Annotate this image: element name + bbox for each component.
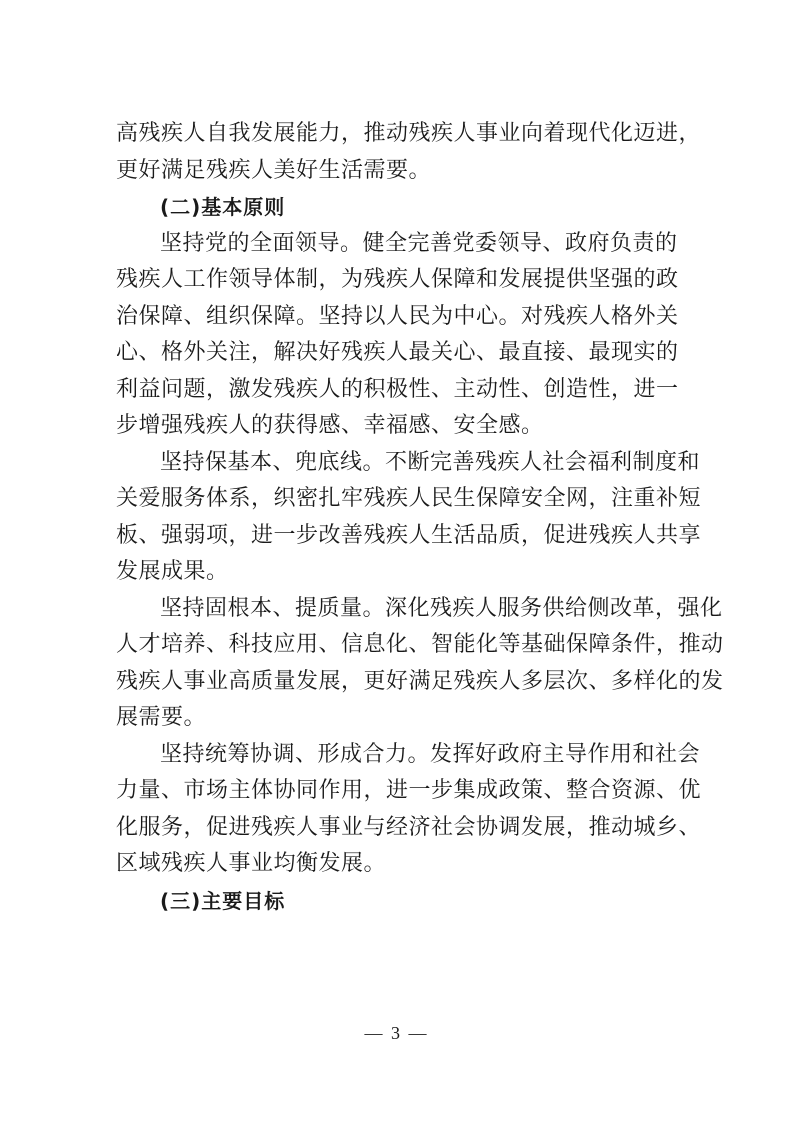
text-line: 治保障、组织保障。坚持以人民为中心。对残疾人格外关 [116,303,679,329]
page-number: — 3 — [364,1023,429,1043]
text-line: 板、强弱项，进一步改善残疾人生活品质，促进残疾人共享 [116,522,702,548]
text-line: 残疾人工作领导体制，为残疾人保障和发展提供坚强的政 [116,267,679,292]
text-line: 心、格外关注，解决好残疾人最关心、最直接、最现实的 [116,340,679,365]
text-line: 坚持保基本、兜底线。不断完善残疾人社会福利制度和 [160,449,701,475]
text-line: 人才培养、科技应用、信息化、智能化等基础保障条件，推动 [116,632,724,657]
text-line: 关爱服务体系，织密扎牢残疾人民生保障安全网，注重补短 [116,486,702,511]
text-line: 化服务，促进残疾人事业与经济社会协调发展，推动城乡、 [116,814,702,840]
text-line: 坚持统筹协调、形成合力。发挥好政府主导作用和社会 [160,741,701,767]
text-line: 更好满足残疾人美好生活需要。 [116,157,432,183]
text-line: 残疾人事业高质量发展，更好满足残疾人多层次、多样化的发 [116,668,724,694]
text-line: 区域残疾人事业均衡发展。 [116,851,387,876]
text-line: 高残疾人自我发展能力，推动残疾人事业向着现代化迈进， [116,121,702,146]
paragraph-quality [116,591,724,737]
text-line: 发展成果。 [116,559,229,584]
text-line: 坚持党的全面领导。健全完善党委领导、政府负责的 [160,230,678,256]
text-line: 利益问题，激发残疾人的积极性、主动性、创造性，进一 [116,376,679,402]
paragraph-coordination [116,737,716,883]
text-line: 坚持固根本、提质量。深化残疾人服务供给侧改革，强化 [160,595,723,621]
paragraph-basic-guarantee [116,445,716,591]
text-line: 步增强残疾人的获得感、幸福感、安全感。 [116,413,544,438]
section-heading-basic-principles: (二)基本原则 [160,195,286,219]
section-heading-main-goals: (三)主要目标 [160,888,286,913]
paragraph-party-leadership [116,226,716,445]
text-line: 展需要。 [116,705,207,730]
text-line: 力量、市场主体协同作用，进一步集成政策、整合资源、优 [116,778,702,803]
paragraph-continuation [116,116,716,189]
body-text [116,116,724,919]
